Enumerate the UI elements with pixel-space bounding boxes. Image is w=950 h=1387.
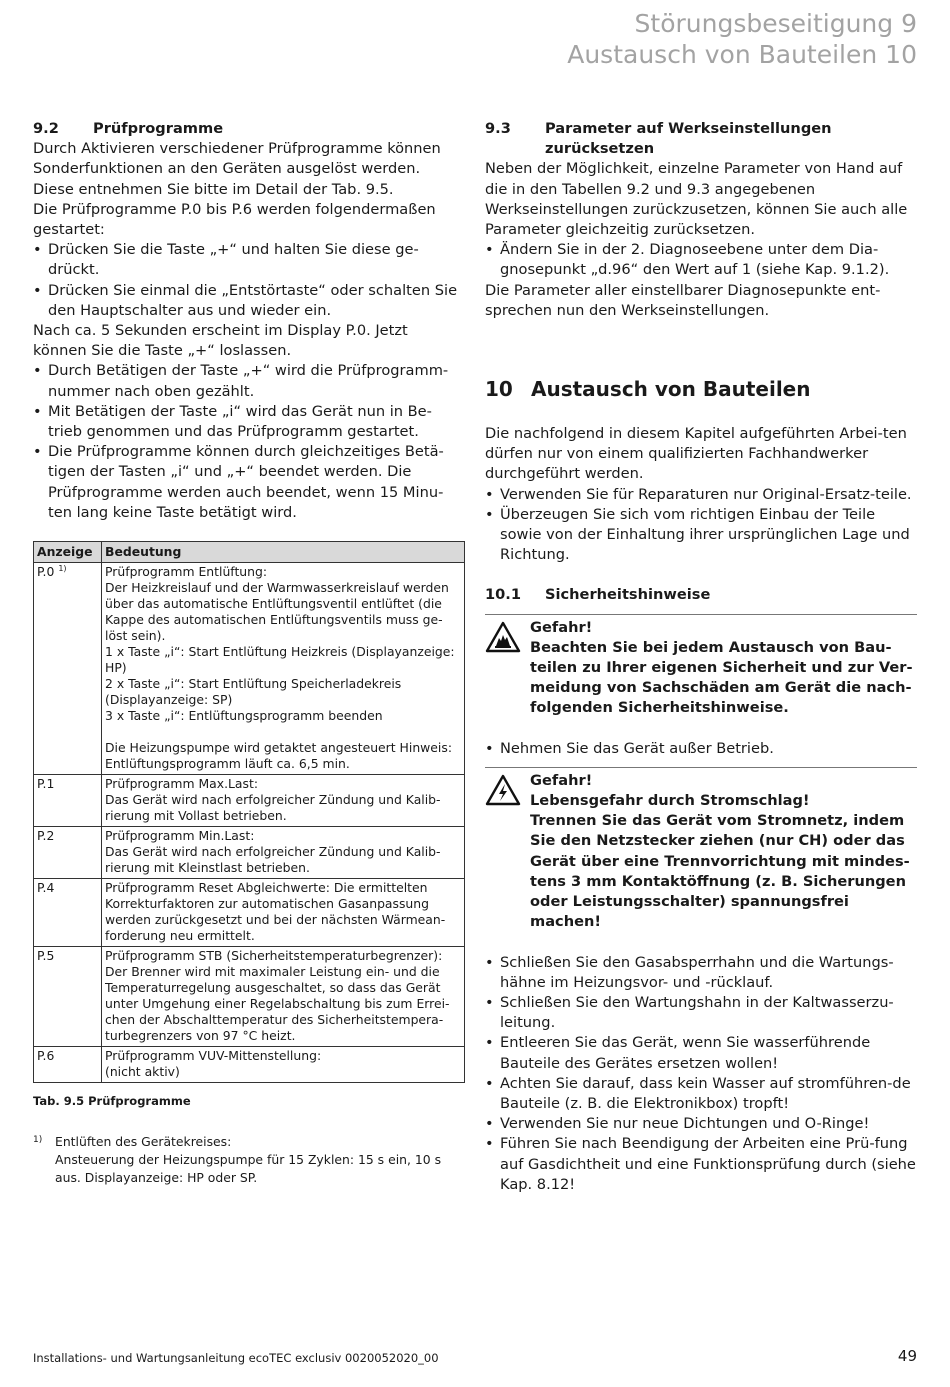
- paragraph: Die Prüfprogramme P.0 bis P.6 werden folgendermaßen gestartet:: [33, 200, 436, 239]
- cell-code: [34, 827, 102, 879]
- list-item: • Ändern Sie in der 2. Diagnoseebene unter dem Dia-gnosepunkt „d.96“ den Wert auf 1 (siehe Kap. 9.1.2).: [485, 240, 917, 280]
- footer-document-title: Installations- und Wartungsanleitung ecoTEC exclusiv 0020052020_00: [33, 1351, 439, 1365]
- meaning-line: Prüfprogramm VUV-Mittenstellung:: [105, 1048, 322, 1064]
- cell-code: [34, 947, 102, 1047]
- bullet-list: [33, 361, 465, 523]
- header-line-1: Störungsbeseitigung 9: [634, 9, 917, 38]
- table-row: [34, 775, 465, 827]
- section-number: 9.3: [485, 120, 511, 137]
- list-item: • Drücken Sie einmal die „Entstörtaste“ oder schalten Sie den Hauptschalter aus und wieder ein.: [33, 281, 465, 321]
- list-item: • Verwenden Sie nur neue Dichtungen und O-Ringe!: [485, 1114, 917, 1134]
- list-item: • Schließen Sie den Wartungshahn in der Kaltwasserzu-leitung.: [485, 993, 917, 1033]
- list-item: • Führen Sie nach Beendigung der Arbeiten eine Prü-fung auf Gasdichtheit und eine Funktionsprüfung durch (siehe Kap. 8.12!: [485, 1134, 917, 1195]
- meaning-line: Prüfprogramm Entlüftung:: [105, 564, 268, 580]
- section-title: Parameter auf Werkseinstellungen zurücksetzen: [545, 120, 832, 158]
- cell-code: [34, 563, 102, 775]
- meaning-line: Prüfprogramm Min.Last:: [105, 828, 255, 844]
- cell-meaning: [102, 775, 465, 827]
- page-number: 49: [897, 1347, 917, 1365]
- chapter-title: Austausch von Bauteilen: [531, 377, 811, 402]
- column-header-bedeutung: Bedeutung: [102, 542, 465, 563]
- section-number: 9.2: [33, 120, 59, 137]
- section-heading-9-3: [485, 119, 917, 159]
- list-item: • Entleeren Sie das Gerät, wenn Sie wasserführende Bauteile des Gerätes ersetzen wollen!: [485, 1033, 917, 1073]
- table-row: [34, 947, 465, 1047]
- program-code: P.1: [37, 776, 55, 792]
- meaning-line: 3 x Taste „i“: Entlüftungsprogramm beenden: [105, 708, 383, 724]
- chapter-number: 10: [485, 377, 513, 402]
- warning-box: [485, 614, 917, 719]
- footnote-line: Entlüften des Gerätekreises:: [55, 1134, 232, 1150]
- paragraph: Durch Aktivieren verschiedener Prüfprogramme können Sonderfunktionen an den Geräten ausgelöst werden. Diese entnehmen Sie bitte im Detail der Tab. 9.5.: [33, 140, 441, 198]
- meaning-line: 2 x Taste „i“: Start Entlüftung Speicherladekreis (Displayanzeige: SP): [105, 676, 402, 708]
- footnote: [33, 1133, 465, 1187]
- chapter-heading-10: [485, 376, 917, 402]
- list-item: • Durch Betätigen der Taste „+“ wird die Prüfprogramm-nummer nach oben gezählt.: [33, 361, 465, 401]
- bullet-list: [485, 739, 917, 759]
- paragraph: Die nachfolgend in diesem Kapitel aufgeführten Arbei-ten dürfen nur von einem qualifizierten Fachhandwerker durchgeführt werden.: [485, 425, 907, 483]
- section-number: 10.1: [485, 586, 522, 604]
- table-row: [34, 1047, 465, 1083]
- section-title: Sicherheitshinweise: [545, 586, 711, 604]
- bullet-list: [485, 953, 917, 1195]
- cell-meaning: [102, 1047, 465, 1083]
- right-column: [485, 119, 917, 1195]
- cell-code: [34, 775, 102, 827]
- list-item: • Nehmen Sie das Gerät außer Betrieb.: [485, 739, 917, 759]
- list-item: • Mit Betätigen der Taste „i“ wird das Gerät nun in Be-trieb genommen und das Prüfprogramm gestartet.: [33, 402, 465, 442]
- table-caption: Tab. 9.5 Prüfprogramme: [33, 1094, 191, 1109]
- cell-meaning: [102, 563, 465, 775]
- page-header: [567, 8, 917, 70]
- cell-meaning: [102, 879, 465, 947]
- program-code: P.6: [37, 1048, 55, 1064]
- section-heading-9-2: [33, 119, 465, 139]
- meaning-line: Prüfprogramm STB (Sicherheitstemperaturbegrenzer): Der Brenner wird mit maximaler Leistung ein- und die Temperaturregelung ausgeschaltet, so dass das Gerät unter Umgehung einer Regelabschaltung bis zum Errei-chen der Abschalttemperatur des Sicherheitstempera-turbegrenzers von 97 °C heizt.: [105, 948, 450, 1044]
- table-header-row: [34, 542, 465, 563]
- meaning-line: Prüfprogramm Reset Abgleichwerte: Die ermittelten Korrekturfaktoren zur automatischen Gasanpassung werden zurückgesetzt und bei der nächsten Wärmean-forderung neu ermittelt.: [105, 880, 446, 944]
- program-code: P.2: [37, 828, 55, 844]
- meaning-line: (nicht aktiv): [105, 1064, 180, 1080]
- table-row: [34, 563, 465, 775]
- header-line-2: Austausch von Bauteilen 10: [567, 40, 917, 69]
- warning-text: Beachten Sie bei jedem Austausch von Bau-teilen zu Ihrer eigenen Sicherheit und zur Ver-meidung von Sachschäden am Gerät die nach-folgenden Sicherheitshinweise.: [530, 638, 913, 717]
- meaning-line: Der Heizkreislauf und der Warmwasserkreislauf werden über das automatische Entlüftungsventil entlüftet (die Kappe des automatischen Entlüftungsventils muss ge-löst sein).: [105, 580, 449, 644]
- paragraph: Die Parameter aller einstellbarer Diagnosepunkte ent-sprechen nun den Werkseinstellungen.: [485, 281, 881, 319]
- test-program-table: [33, 541, 465, 1083]
- cell-code: [34, 879, 102, 947]
- list-item: • Drücken Sie die Taste „+“ und halten Sie diese ge-drückt.: [33, 240, 465, 280]
- warning-text: Trennen Sie das Gerät vom Stromnetz, indem Sie den Netzstecker ziehen (nur CH) oder das Gerät über eine Trennvorrichtung mit mindes-tens 3 mm Kontaktöffnung (z. B. Sicherungen oder Leistungsschalter) spannungsfrei machen!: [530, 812, 910, 931]
- footnote-mark: 1): [33, 1135, 43, 1146]
- column-header-anzeige: Anzeige: [34, 542, 102, 563]
- warning-box: [485, 767, 917, 933]
- warning-title: Gefahr!: [530, 618, 593, 636]
- section-heading-10-1: [485, 585, 917, 605]
- list-item: • Schließen Sie den Gasabsperrhahn und die Wartungs-hähne im Heizungsvor- und -rücklauf.: [485, 953, 917, 993]
- meaning-line: Die Heizungspumpe wird getaktet angesteuert Hinweis: Entlüftungsprogramm läuft ca. 6,5 min.: [105, 740, 453, 772]
- footnote-ref: 1): [58, 563, 67, 573]
- bullet-list: [485, 240, 917, 280]
- section-title: Prüfprogramme: [93, 120, 224, 137]
- footnote-line: Ansteuerung der Heizungspumpe für 15 Zyklen: 15 s ein, 10 s aus. Displayanzeige: HP oder SP.: [55, 1152, 442, 1186]
- program-code: P.0: [37, 564, 55, 580]
- warning-headline: Lebensgefahr durch Stromschlag!: [530, 792, 810, 810]
- cell-meaning: [102, 947, 465, 1047]
- paragraph: Nach ca. 5 Sekunden erscheint im Display P.0. Jetzt können Sie die Taste „+“ loslassen.: [33, 322, 408, 360]
- meaning-line: Das Gerät wird nach erfolgreicher Zündung und Kalib-rierung mit Vollast betrieben.: [105, 792, 441, 824]
- cell-meaning: [102, 827, 465, 879]
- table-row: [34, 879, 465, 947]
- bullet-list: [33, 240, 465, 321]
- hand-hazard-icon: [485, 618, 530, 719]
- meaning-line: 1 x Taste „i“: Start Entlüftung Heizkreis (Displayanzeige: HP): [105, 644, 455, 676]
- cell-code: [34, 1047, 102, 1083]
- left-column: [33, 119, 465, 1187]
- warning-title: Gefahr!: [530, 771, 593, 789]
- program-code: P.5: [37, 948, 55, 964]
- bullet-list: [485, 485, 917, 566]
- program-code: P.4: [37, 880, 55, 896]
- electric-shock-icon: [485, 771, 530, 933]
- list-item: • Achten Sie darauf, dass kein Wasser auf stromführen-de Bauteile (z. B. die Elektronikbox) tropft!: [485, 1074, 917, 1114]
- table-row: [34, 827, 465, 879]
- paragraph: Neben der Möglichkeit, einzelne Parameter von Hand auf die in den Tabellen 9.2 und 9.3 angegebenen Werkseinstellungen zurückzusetzen, können Sie auch alle Parameter gleichzeitig zurücksetzen.: [485, 160, 908, 239]
- meaning-line: [105, 724, 461, 740]
- meaning-line: Prüfprogramm Max.Last:: [105, 776, 259, 792]
- list-item: • Verwenden Sie für Reparaturen nur Original-Ersatz-teile.: [485, 485, 917, 505]
- table-body: [34, 563, 465, 1083]
- meaning-line: Das Gerät wird nach erfolgreicher Zündung und Kalib-rierung mit Kleinstlast betrieben.: [105, 844, 441, 876]
- list-item: • Überzeugen Sie sich vom richtigen Einbau der Teile sowie von der Einhaltung ihrer ursprünglichen Lage und Richtung.: [485, 505, 917, 566]
- list-item: • Die Prüfprogramme können durch gleichzeitiges Betä-tigen der Tasten „i“ und „+“ beendet werden. Die Prüfprogramme werden auch beendet, wenn 15 Minu-ten lang keine Taste betätigt wird.: [33, 442, 465, 523]
